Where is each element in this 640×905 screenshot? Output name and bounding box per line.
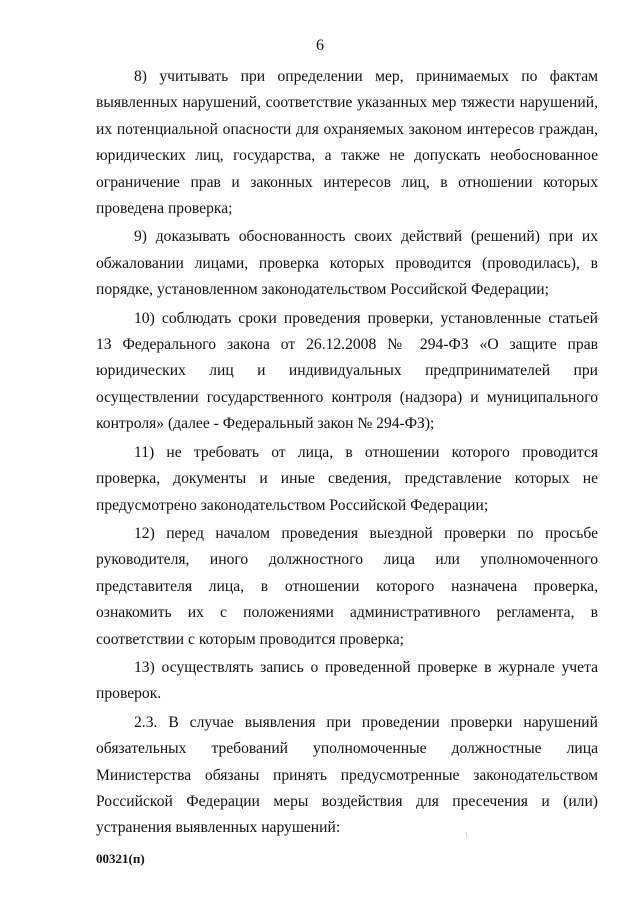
paragraph-item-11: 11) не требовать от лица, в отношении которого проводится проверка, документы и иные сведения, представление которых не предусмотрено законодательством Российской Федерации; bbox=[96, 443, 598, 514]
paragraph-item-12: 12) перед началом проведения выездной проверки по просьбе руководителя, иного должностного лица или уполномоченного представителя лица, в отношении которого назначена проверка, ознакомить их с положениями административного регламента, в соответствии с которым проводится проверка; bbox=[96, 524, 598, 648]
paragraph-section-2-3: 2.3. В случае выявления при проведении проверки нарушений обязательных требований уполномоченные должностные лица Министерства обязаны принять предусмотренные законодательством Российской Федерации меры воздействия для пресечения и (или) устранения выявленных нарушений: bbox=[96, 713, 598, 837]
paragraph-item-13: 13) осуществлять запись о проведенной проверке в журнале учета проверок. bbox=[96, 658, 598, 703]
paragraph-item-9: 9) доказывать обоснованность своих действий (решений) при их обжаловании лицами, проверка которых проводится (проводилась), в порядке, установленном законодательством Российской Федерации; bbox=[96, 228, 598, 299]
page-number: 6 bbox=[316, 37, 324, 54]
document-body bbox=[96, 64, 598, 844]
scan-artifact bbox=[466, 832, 467, 838]
footer-document-code: 00321(п) bbox=[96, 851, 145, 866]
paragraph-item-8: 8) учитывать при определении мер, принимаемых по фактам выявленных нарушений, соответствие указанных мер тяжести нарушений, их потенциальной опасности для охраняемых законом интересов граждан, юридических лиц, государства, а также не допускать необоснованное ограничение прав и законных интересов лиц, в отношении которых проведена проверка; bbox=[96, 68, 598, 218]
paragraph-item-10: 10) соблюдать сроки проведения проверки, установленные статьей 13 Федерального закона от 26.12.2008 № 294-ФЗ «О защите прав юридических лиц и индивидуальных предпринимателей при осуществлении государственного контроля (надзора) и муниципального контроля» (далее - Федеральный закон № 294-ФЗ); bbox=[96, 309, 598, 433]
